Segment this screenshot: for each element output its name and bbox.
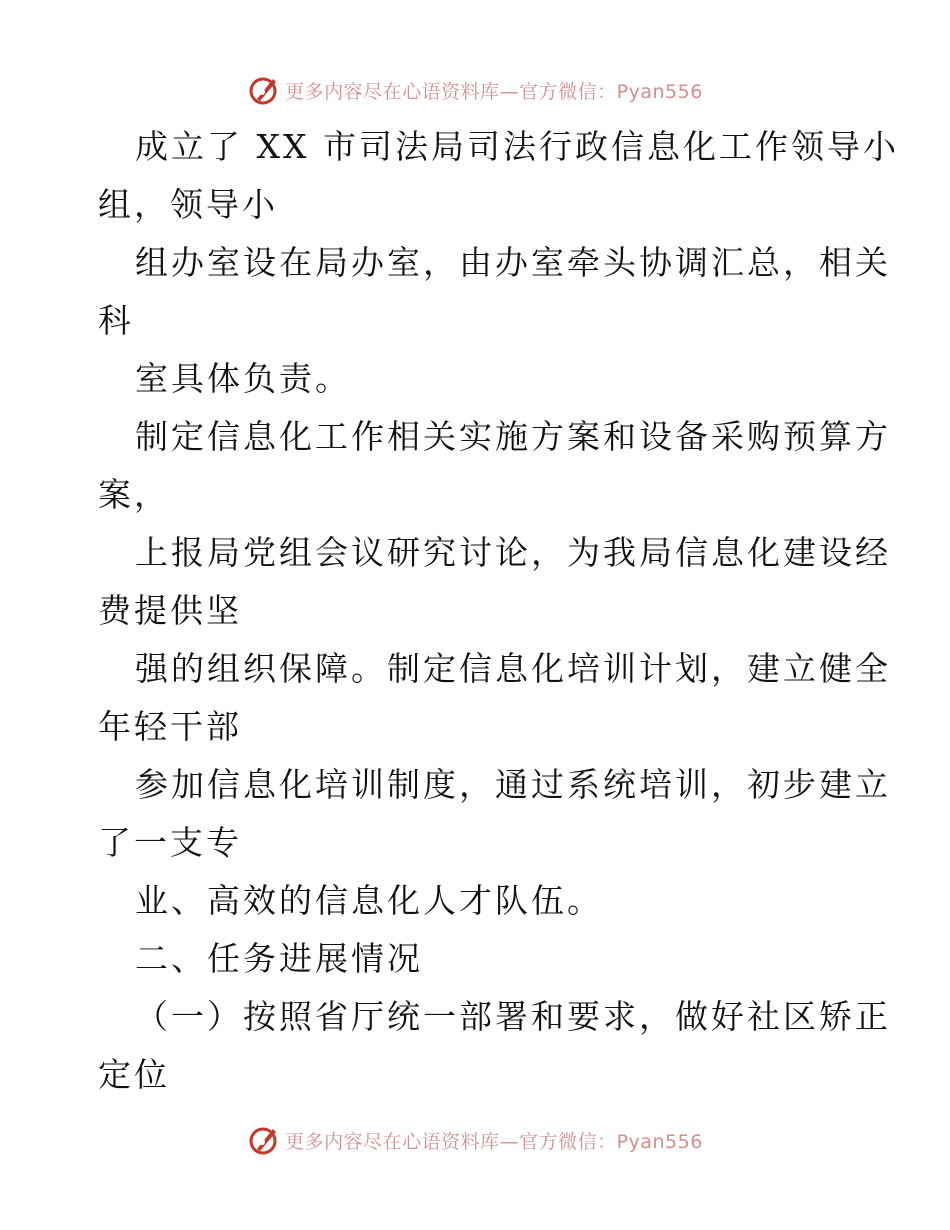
paragraph-line: 制定信息化工作相关实施方案和设备采购预算方 (135, 417, 891, 456)
header-banner (0, 70, 950, 110)
paragraph-line: 组办室设在局办室，由办室牵头协调汇总，相关 (135, 243, 891, 282)
quill-logo-icon (247, 73, 281, 107)
paragraph-line: 组，领导小 (98, 185, 278, 224)
paragraph-line: 成立了 XX 市司法局司法行政信息化工作领导小 (135, 127, 899, 166)
header-banner-text: 更多内容尽在心语资料库—官方微信：Pyan556 (285, 80, 703, 103)
quill-logo-icon (247, 1123, 281, 1157)
paragraph-line: 费提供坚 (98, 591, 242, 630)
footer-banner-text: 更多内容尽在心语资料库—官方微信：Pyan556 (285, 1130, 703, 1153)
paragraph-line: 室具体负责。 (135, 359, 351, 398)
paragraph-line: 定位 (98, 1055, 170, 1094)
paragraph-line: 年轻干部 (98, 707, 242, 746)
section-heading: 二、任务进展情况 (135, 939, 423, 978)
paragraph-line: 业、高效的信息化人才队伍。 (135, 881, 603, 920)
paragraph-line: 科 (98, 301, 134, 340)
paragraph-line: 参加信息化培训制度，通过系统培训，初步建立 (135, 765, 891, 804)
paragraph-line: 上报局党组会议研究讨论，为我局信息化建设经 (135, 533, 891, 572)
footer-banner (0, 1120, 950, 1160)
paragraph-line: 了一支专 (98, 823, 242, 862)
paragraph-line: 案， (98, 475, 170, 514)
paragraph-line: 强的组织保障。制定信息化培训计划，建立健全 (135, 649, 891, 688)
paragraph-line: （一）按照省厅统一部署和要求，做好社区矫正 (135, 997, 891, 1036)
